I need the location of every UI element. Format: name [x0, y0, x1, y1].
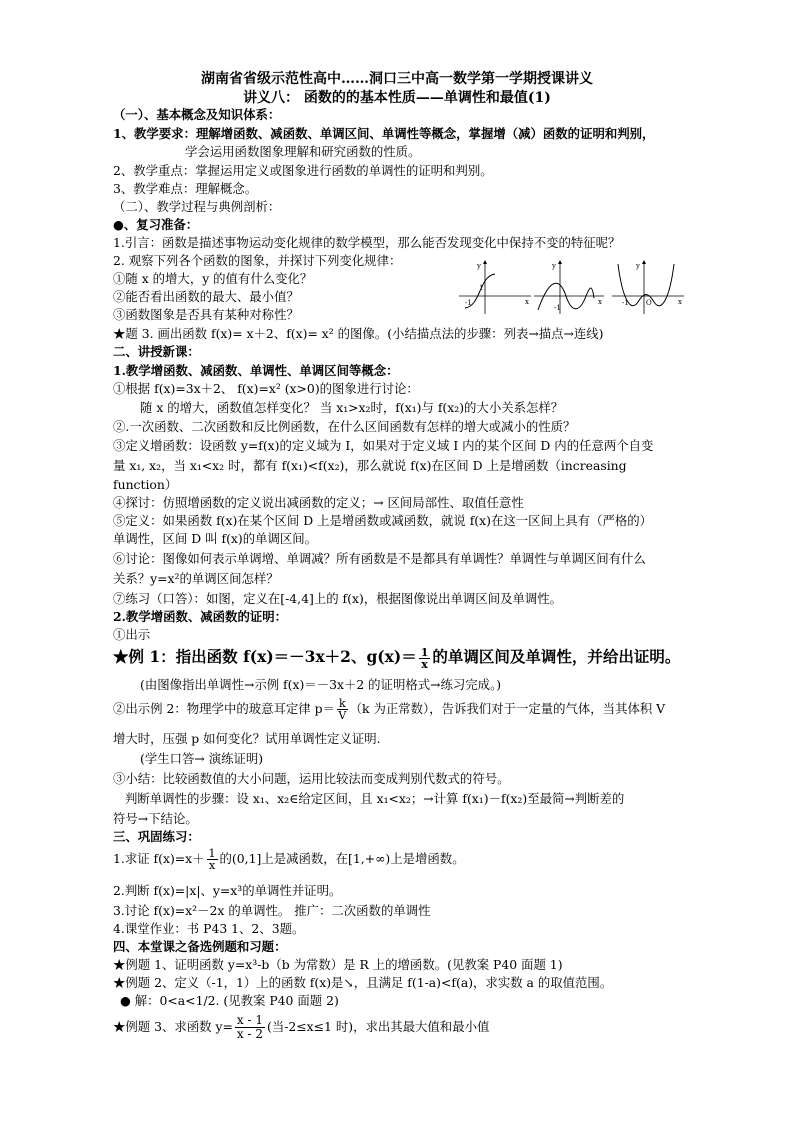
- y-axis-label: y: [552, 262, 556, 270]
- text-line: ⑦练习（口答）：如图，定义在[-4,4]上的 f(x)，根据图像说出单调区间及单调性。: [113, 591, 563, 606]
- text-line: 1.引言：函数是描述事物运动变化规律的数学模型，那么能否发现变化中保持不变的特征呢？: [113, 235, 621, 250]
- fraction: $\frac{x - 1}{x - 2}$: [236, 1014, 263, 1041]
- text-line: 随 x 的增大，函数值怎样变化？ 当 x₁>x₂时，f(x₁)与 f(x₂)的大小关系怎样？: [140, 400, 564, 415]
- fraction: $\frac{k}{V}$: [338, 698, 347, 722]
- text-line: 3、教学难点：理解概念。: [113, 181, 258, 196]
- tick-label: -1: [622, 299, 629, 307]
- text-line: 单调性，区间 D 叫 f(x)的单调区间。: [113, 531, 318, 546]
- text-line: ★题 3. 画出函数 f(x)= x＋2、f(x)= x² 的图像。(小结描点法的步骤：列表→描点→连线): [113, 326, 604, 341]
- origin-label: O: [646, 299, 652, 307]
- text-line: ⑤定义：如果函数 f(x)在某个区间 D 上是增函数或减函数，就说 f(x)在这一区间上具有（严格的）: [113, 513, 653, 528]
- section-heading: （一）、基本概念及知识体系：: [113, 107, 281, 122]
- text-line: ①根据 f(x)=3x＋2、 f(x)=x² (x>0)的图象进行讨论：: [113, 381, 419, 396]
- section-heading: 二、讲授新课：: [113, 344, 200, 359]
- example-text: 的单调区间及单调性，并给出证明。: [432, 647, 681, 666]
- y-axis-label: y: [477, 262, 481, 270]
- text-line: (由图像指出单调性→示例 f(x)＝－3x＋2 的证明格式→练习完成。): [140, 677, 502, 692]
- text-line: ★例题 1、证明函数 y=x³-b（b 为常数）是 R 上的增函数。(见教案 P40 面题 1): [113, 957, 563, 972]
- text-line: 3.讨论 f(x)=x²－2x 的单调性。 推广：二次函数的单调性: [113, 903, 431, 918]
- x-axis-label: x: [598, 298, 602, 306]
- document-title: 湖南省省级示范性高中……洞口三中高一数学第一学期授课讲义: [201, 71, 593, 87]
- text-line: ③函数图象是否具有某种对称性？: [113, 307, 299, 322]
- text-line: 2.判断 f(x)=|x|、y=x³的单调性并证明。: [113, 883, 342, 898]
- text-line: 判断单调性的步骤：设 x₁、x₂∈给定区间，且 x₁<x₂；→计算 f(x₁)－f(x₂)至最简→判断差的: [125, 791, 625, 806]
- example-text: ★例 1：指出函数 f(x)＝－3x＋2、g(x)＝: [113, 647, 417, 666]
- section-heading: 1.教学增函数、减函数、单调性、单调区间等概念：: [113, 363, 399, 378]
- text-line: ④探讨：仿照增函数的定义说出减函数的定义；→ 区间局部性、取值任意性: [113, 495, 524, 510]
- text-line: 4.课堂作业：书 P43 1、2、3题。: [113, 921, 305, 936]
- document-subtitle: 讲义八： 函数的的基本性质——单调性和最值(1): [243, 90, 551, 106]
- section-heading: 三、巩固练习：: [113, 829, 200, 844]
- tick-label: 1: [479, 284, 484, 292]
- text-line: ①出示: [113, 627, 151, 642]
- text-line: 关系？y=x²的单调区间怎样？: [113, 571, 279, 586]
- fraction: $\frac{1}{x}$: [208, 848, 216, 872]
- text-line: ★例题 2、定义（-1，1）上的函数 f(x)是↘，且满足 f(1-a)<f(a)，求实数 a 的取值范围。: [113, 975, 613, 990]
- section-heading: 2.教学增函数、减函数的证明：: [113, 609, 288, 624]
- x-axis-label: x: [678, 298, 682, 306]
- text-line: 学会运用函数图象理解和研究函数的性质。: [185, 144, 421, 159]
- tick-label: -1: [554, 304, 561, 312]
- text-line: （二）、教学过程与典例剖析：: [113, 199, 281, 214]
- text-line: ● 解：0<a<1/2. (见教案 P40 面题 2): [120, 993, 339, 1008]
- text-line: 量 x₁, x₂，当 x₁<x₂ 时，都有 f(x₁)<f(x₂)，那么就说 f(x)在区间 D 上是增函数（increasing: [113, 458, 627, 473]
- text-line: ②能否看出函数的最大、最小值？: [113, 289, 299, 304]
- text-line: 2. 观察下列各个函数的图象，并探讨下列变化规律：: [113, 253, 402, 268]
- text-line: ③小结：比较函数值的大小问题，运用比较法而变成判别代数式的符号。: [113, 771, 510, 786]
- fraction: $\frac{1}{x}$: [420, 646, 429, 671]
- function-graph-3: [608, 256, 688, 318]
- x-axis-label: x: [525, 298, 529, 306]
- function-graph-1: [455, 256, 535, 318]
- text-line: ★例题 3、求函数 y= $\frac{x - 1}{x - 2}$ (当-2≤x≤1 时)，求出其最大值和最小值: [113, 1014, 490, 1041]
- text-line: ⑥讨论：图像如何表示单调增、单调减？所有函数是不是都具有单调性？单调性与单调区间有什么: [113, 551, 646, 566]
- text-line: function）: [113, 477, 178, 492]
- text-line: ③定义增函数：设函数 y=f(x)的定义域为 I，如果对于定义域 I 内的某个区间 D 内的任意两个自变: [113, 438, 654, 453]
- section-heading: ●、复习准备：: [113, 217, 199, 232]
- text-line: (学生口答→ 演练证明): [140, 751, 264, 766]
- text-line: ②出示例 2：物理学中的玻意耳定律 p＝ $\frac{k}{V}$ （k 为正常数），告诉我们对于一定量的气体，当其体积 V: [113, 698, 666, 722]
- text-line: ②.一次函数、二次函数和反比例函数，在什么区间函数有怎样的增大或减小的性质？: [113, 419, 576, 434]
- text-line: ①随 x 的增大，y 的值有什么变化？: [113, 271, 313, 286]
- text-line: 1、教学要求：理解增函数、减函数、单调区间、单调性等概念，掌握增（减）函数的证明和判别，: [113, 126, 655, 141]
- section-heading: 四、本堂课之备选例题和习题：: [113, 939, 287, 954]
- y-axis-label: y: [636, 262, 640, 270]
- tick-label: -1: [465, 299, 472, 307]
- text-line: 符号→下结论。: [113, 811, 198, 826]
- example-1: [113, 646, 723, 672]
- function-graph-2: [530, 256, 608, 318]
- text-line: 增大时，压强 p 如何变化？试用单调性定义证明.: [113, 731, 381, 746]
- text-line: 1.求证 f(x)=x＋ $\frac{1}{x}$ 的(0,1]上是减函数，在[1,+∞)上是增函数。: [113, 848, 465, 872]
- text-line: 2、教学重点：掌握运用定义或图象进行函数的单调性的证明和判别。: [113, 163, 493, 178]
